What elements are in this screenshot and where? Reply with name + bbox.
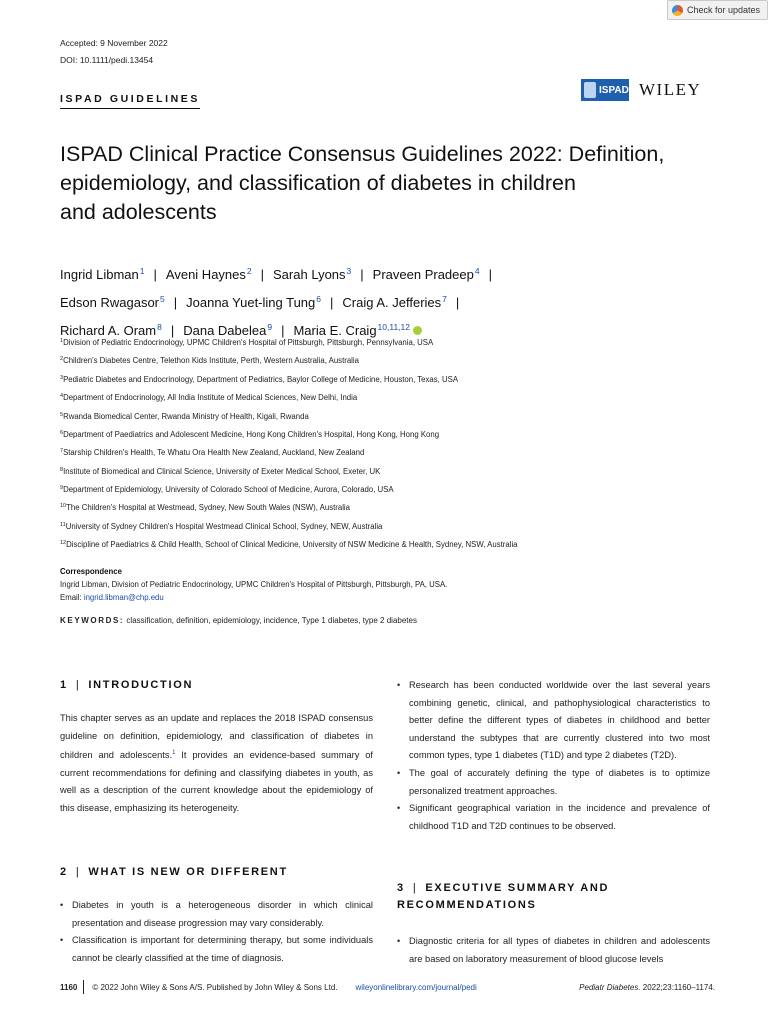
author-name[interactable]: Craig A. Jefferies [342, 295, 442, 310]
author-name[interactable]: Aveni Haynes [165, 267, 246, 282]
list-item: • Research has been conducted worldwide over the last several years combining genetic, clinical, and pathophysiological characteristics to better define the different types of diabetes in childhood and better understand the subtypes that are currently clustered into two most common types, type 1 diabetes (T1D) and type 2 diabetes (T2D). [397, 677, 710, 765]
affiliation [60, 522, 382, 531]
affiliation-number: 10 [60, 503, 67, 509]
paragraph-text: It provides an evidence-based summary of current recommendations for defining and classifying diabetes in youth, as well as a description of the current knowledge about the epidemiology of this disease, emphasizing its heterogeneity. [60, 750, 374, 813]
title-line: epidemiology, and classification of diabetes in children [60, 171, 576, 195]
correspondence-address: Ingrid Libman, Division of Pediatric Endocrinology, UPMC Children's Hospital of Pittsburgh, Pittsburgh, PA, USA. [60, 580, 448, 589]
author-line [60, 287, 720, 315]
list-item: • Classification is important for determining therapy, but some individuals cannot be clearly classified at the time of diagnosis. [60, 932, 373, 967]
check-updates-icon [672, 5, 683, 16]
section-number: 1 [60, 679, 68, 691]
affiliation-number: 11 [60, 522, 66, 528]
affiliation-number: 6 [60, 430, 64, 436]
author-affiliation[interactable]: 8 [157, 322, 162, 332]
author-separator: | [488, 267, 492, 282]
check-updates-label: Check for updates [687, 5, 761, 15]
footer-divider [83, 980, 84, 994]
affiliation [60, 540, 518, 549]
affiliation-text: Discipline of Paediatrics & Child Health, School of Clinical Medicine, University of NSW Medicine & Health, Sydney, NSW, Australia [66, 540, 518, 549]
affiliation-number: 8 [60, 467, 64, 473]
affiliation-number: 12 [60, 540, 67, 546]
affiliation [60, 356, 359, 365]
ispad-logo-text: ISPAD [599, 84, 629, 96]
affiliation-text: The Children's Hospital at Westmead, Sydney, New South Wales (NSW), Australia [66, 503, 350, 512]
affiliation-text: Department of Epidemiology, University of Colorado School of Medicine, Aurora, Colorado, USA [63, 485, 394, 494]
author-affiliation[interactable]: 6 [316, 294, 322, 304]
author-affiliation[interactable]: 4 [474, 266, 480, 276]
author-separator: | [360, 267, 364, 282]
title-line: and adolescents [60, 200, 217, 224]
list-item: • The goal of accurately defining the type of diabetes is to optimize personalized treatment approaches. [397, 765, 710, 800]
section-title: INTRODUCTION [88, 679, 194, 691]
keywords [60, 616, 417, 625]
author-separator: | [455, 295, 460, 310]
section-title-line [397, 880, 710, 897]
keywords-text: classification, definition, epidemiology, incidence, Type 1 diabetes, type 2 diabetes [126, 616, 417, 625]
journal-volume: 2022;23:1160–1174. [640, 982, 715, 992]
affiliation-text: Division of Pediatric Endocrinology, UPMC Children's Hospital of Pittsburgh, Pittsburgh, Pennsylvania, USA [63, 338, 434, 347]
author-affiliation[interactable]: 3 [346, 266, 352, 276]
affiliation-text: Pediatric Diabetes and Endocrinology, Department of Pediatrics, Baylor College of Medicine, Houston, Texas, USA [63, 375, 459, 384]
author-separator: | [281, 323, 285, 338]
author-name[interactable]: Maria E. Craig [293, 323, 377, 338]
affiliation-number: 1 [60, 338, 64, 344]
section-separator: | [75, 866, 81, 878]
copyright: © 2022 John Wiley & Sons A/S. Published by John Wiley & Sons Ltd. [92, 982, 338, 992]
section-heading-executive-summary [397, 880, 710, 914]
affiliation-number: 2 [60, 356, 64, 362]
correspondence-heading: Correspondence [60, 567, 122, 576]
paragraph-text: This chapter serves as an update and replaces the 2018 ISPAD consensus guideline on definition, epidemiology, and classification of diabetes in children and adolescents. [60, 713, 373, 761]
author-separator: | [173, 295, 178, 310]
affiliation-number: 5 [60, 412, 64, 418]
list-item: • Diabetes in youth is a heterogeneous disorder in which clinical presentation and disease progression may vary considerably. [60, 897, 373, 932]
ispad-logo-icon [584, 82, 596, 98]
affiliation [60, 467, 380, 476]
affiliation-number: 9 [60, 485, 64, 491]
author-separator: | [170, 323, 175, 338]
what-is-new-list [60, 897, 373, 967]
title-line: ISPAD Clinical Practice Consensus Guidelines 2022: Definition, [60, 142, 665, 166]
introduction-paragraph [60, 710, 373, 818]
section-title-line: RECOMMENDATIONS [397, 899, 537, 911]
executive-summary-list [397, 933, 710, 968]
affiliation-number: 4 [60, 393, 64, 399]
affiliation [60, 485, 394, 494]
doi: DOI: 10.1111/pedi.13454 [60, 55, 154, 65]
article-title [60, 140, 730, 227]
list-item: • Significant geographical variation in the incidence and prevalence of childhood T1D and T2D continues to be observed. [397, 800, 710, 835]
author-affiliation[interactable]: 9 [267, 322, 273, 332]
author-name[interactable]: Edson Rwagasor [60, 295, 159, 310]
affiliation [60, 338, 433, 347]
author-affiliation[interactable]: 10,11,12 [377, 322, 411, 332]
page-number: 1160 [60, 982, 78, 992]
wiley-logo: WILEY [639, 80, 702, 99]
author-affiliation[interactable]: 7 [442, 294, 447, 304]
author-name[interactable]: Sarah Lyons [273, 267, 346, 282]
research-list [397, 677, 710, 835]
citation-link[interactable]: 1 [172, 750, 176, 757]
email-label: Email: [60, 593, 82, 602]
email-link[interactable]: ingrid.libman@chp.edu [83, 593, 164, 602]
affiliation-text: Institute of Biomedical and Clinical Science, University of Exeter Medical School, Exeter, UK [63, 467, 381, 476]
section-title: WHAT IS NEW OR DIFFERENT [88, 866, 288, 878]
author-name[interactable]: Joanna Yuet-ling Tung [186, 295, 316, 310]
affiliation [60, 412, 309, 421]
affiliation [60, 448, 364, 457]
journal-name: Pediatr Diabetes. [579, 982, 641, 992]
section-separator: | [412, 882, 418, 894]
author-line [60, 259, 720, 287]
ispad-logo [581, 79, 629, 101]
affiliation [60, 393, 357, 402]
affiliation-number: 3 [60, 375, 64, 381]
affiliation-text: Starship Children's Health, Te Whatu Ora Health New Zealand, Auckland, New Zealand [63, 448, 365, 457]
author-name[interactable]: Praveen Pradeep [372, 267, 474, 282]
section-separator: | [75, 679, 81, 691]
orcid-icon[interactable] [413, 326, 422, 335]
check-for-updates-button[interactable] [667, 0, 768, 20]
section-title: EXECUTIVE SUMMARY AND [425, 882, 610, 894]
author-affiliation[interactable]: 1 [139, 266, 145, 276]
affiliation-text: Department of Endocrinology, All India Institute of Medical Sciences, New Delhi, India [63, 393, 358, 402]
section-number: 2 [60, 866, 68, 878]
author-list [60, 259, 720, 343]
journal-citation [579, 983, 715, 992]
author-separator: | [153, 267, 157, 282]
section-heading-what-is-new [60, 864, 288, 881]
author-affiliation[interactable]: 5 [160, 294, 165, 304]
page-footer [60, 980, 715, 994]
affiliation [60, 503, 350, 512]
list-item: • Diagnostic criteria for all types of diabetes in children and adolescents are based on laboratory measurement of blood glucose levels [397, 933, 710, 968]
section-label: ISPAD GUIDELINES [60, 93, 200, 109]
affiliation-text: Children's Diabetes Centre, Telethon Kids Institute, Perth, Western Australia, Australia [63, 356, 359, 365]
author-separator: | [260, 267, 265, 282]
author-name[interactable]: Ingrid Libman [60, 267, 139, 282]
keywords-label: KEYWORDS: [60, 616, 125, 625]
correspondence-email-line [60, 593, 164, 602]
affiliation-text: University of Sydney Children's Hospital Westmead Clinical School, Sydney, NEW, Australia [65, 522, 383, 531]
affiliation-text: Rwanda Biomedical Center, Rwanda Ministry of Health, Kigali, Rwanda [63, 412, 309, 421]
section-heading-introduction [60, 677, 193, 694]
accepted-date: Accepted: 9 November 2022 [60, 38, 168, 48]
affiliation-text: Department of Paediatrics and Adolescent Medicine, Hong Kong Children's Hospital, Hong Kong, Hong Kong [63, 430, 440, 439]
affiliation-number: 7 [60, 448, 64, 454]
author-separator: | [330, 295, 334, 310]
author-affiliation[interactable]: 2 [246, 266, 252, 276]
affiliation [60, 375, 458, 384]
author-name[interactable]: Richard A. Oram [60, 323, 157, 338]
affiliation [60, 430, 439, 439]
section-number: 3 [397, 882, 405, 894]
journal-site-link[interactable]: wileyonlinelibrary.com/journal/pedi [355, 982, 477, 992]
author-name[interactable]: Dana Dabelea [183, 323, 267, 338]
